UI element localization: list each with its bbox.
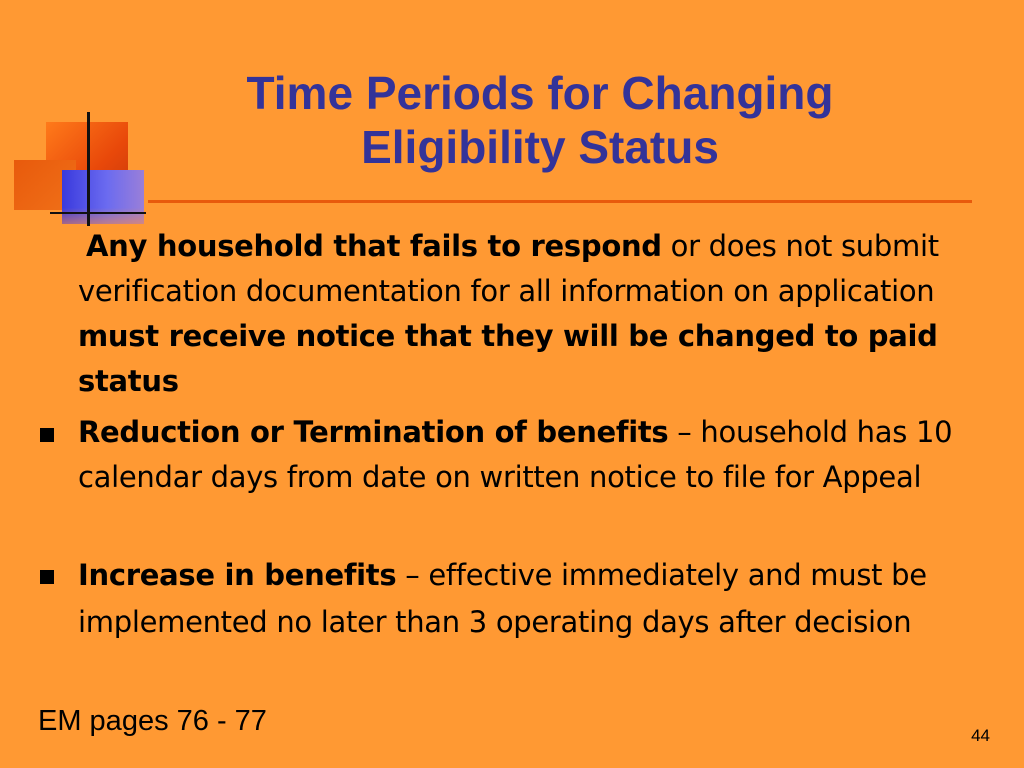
bullet-square-icon [40, 570, 54, 584]
bullet-reduction-heading: Reduction or Termination of benefits [78, 415, 669, 449]
title-underline-rule [148, 200, 972, 203]
bullet-increase-text: – effective immediately and must be implemented no later than 3 operating days after decision [78, 558, 927, 639]
bullet-increase-heading: Increase in benefits [78, 558, 397, 592]
bullet-reduction-text: – household has 10 calendar days from date on written notice to file for Appeal [78, 415, 953, 494]
intro-paragraph [78, 224, 1008, 404]
decorative-vertical-line [87, 112, 90, 226]
decorative-horizontal-line [50, 212, 146, 214]
bullet-item-reduction [78, 410, 1008, 500]
decorative-square-blue-shade [62, 170, 144, 224]
slide-title-line-1: Time Periods for Changing [246, 67, 834, 119]
bullet-item-increase [78, 552, 1008, 646]
page-number: 44 [971, 726, 990, 745]
footer-reference: EM pages 76 - 77 [38, 705, 267, 737]
intro-bold-notice: must receive notice that they will be changed to paid status [78, 319, 938, 398]
bullet-square-icon [40, 428, 54, 442]
intro-text: or does not submit verification documentation for all information on application [78, 229, 939, 308]
slide-title [160, 66, 920, 174]
intro-bold-lead: Any household that fails to respond [86, 229, 662, 263]
slide-title-line-2: Eligibility Status [361, 121, 719, 173]
